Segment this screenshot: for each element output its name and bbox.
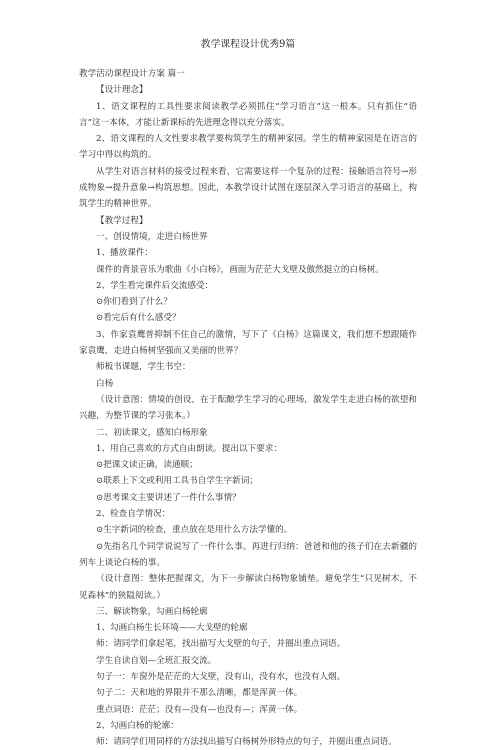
paragraph: 一、创设情境，走进白杨世界 <box>96 231 208 242</box>
paragraph: ⊙看完后有什么感受？ <box>96 313 181 324</box>
paragraph: 句子二：天和地的界限并不那么清晰，都是浑黄一体。 <box>96 688 303 699</box>
paragraph: 【设计理念】 <box>96 85 148 96</box>
paragraph: 2、检查自学情况： <box>96 509 171 520</box>
paragraph: 3、作家袁鹰普抑制不住自己的激情，写下了《白杨》这篇课文，我们想不想跟随作家袁鹰，走进白杨树坚强而又美丽的世界？ <box>79 329 417 357</box>
paragraph: 句子一：车窗外是茫茫的大戈壁，没有山，没有水，也没有人烟。 <box>96 671 346 682</box>
paragraph: 课件的背景音乐为歌曲《小白杨》，画面为茫茫大戈壁及傲然挺立的白杨树。 <box>96 264 384 275</box>
paragraph: ⊙思考课文主要讲述了一件什么事情？ <box>96 492 241 503</box>
paragraph: （设计意图：情境的创设，在于酝酿学生学习的心理场，激发学生走进白杨的欲望和兴趣，为整节课的学习张本。） <box>79 394 417 422</box>
section-heading: 教学活动课程设计方案 篇一 <box>79 69 185 79</box>
paragraph: 1、语文课程的工具性要求阅读教学必须抓住“学习语言”这一根本。只有抓住“语言”这一本体，才能让新课标的先进理念得以充分落实。 <box>79 101 417 128</box>
paragraph: 1、用自己喜欢的方式自由朗读。提出以下要求： <box>96 443 282 454</box>
paragraph: 重点词语：茫茫；没有—没有—也没有—；浑黄一体。 <box>96 704 303 715</box>
paragraph: 2、勾画白杨的轮廓： <box>96 720 179 731</box>
paragraph: 2、学生看完课件后交流感受： <box>96 280 214 291</box>
paragraph: 【教学过程】 <box>96 215 148 226</box>
paragraph: ⊙联系上下文或利用工具书自学生字新词； <box>96 476 258 487</box>
paragraph: 学生自读自划—全班汇报交流。 <box>96 655 217 666</box>
paragraph: ⊙生字新词的检查，重点放在是用什么方法学懂的。 <box>96 525 293 536</box>
paragraph: 白杨 <box>96 378 114 389</box>
document-body <box>79 66 417 750</box>
paragraph: （设计意图：整体把握课文，为下一步解读白杨物象铺垫。避免学生“只见树木，不见森林”的狭隘阅读。） <box>79 574 417 601</box>
paragraph: 1、勾画白杨生长环境——大戈壁的轮廓 <box>96 623 248 634</box>
paragraph: 二、初读课文，感知白杨形象 <box>96 427 208 438</box>
paragraph: ⊙把课文读正确，读通顺； <box>96 460 198 471</box>
paragraph: 师：请同学们拿起笔，找出描写大戈壁的句子，并圈出重点词语。 <box>96 639 346 650</box>
paragraph: 三、解读物象，勾画白杨轮廓 <box>96 606 208 617</box>
paragraph: 从学生对语言材料的接受过程来看，它需要这样一个复杂的过程：接触语言符号→形成物象→提升意象→构筑思想。因此，本教学设计试图在逐层深入学习语言的基础上，构筑学生的精神世界。 <box>79 166 417 210</box>
paragraph: 师板书课题，学生书空： <box>96 362 191 373</box>
paragraph: 1、播放课件： <box>96 248 154 259</box>
paragraph: ⊙先指名几个同学说说写了一件什么事。再进行归纳：爸爸和他的孩子们在去新疆的列车上谈论白杨的事。 <box>79 541 417 568</box>
paragraph: ⊙你们看到了什么？ <box>96 297 172 308</box>
paragraph: 师：请同学们用同样的方法找出描写白杨树外形特点的句子，并圈出重点词语。 <box>96 737 397 748</box>
document-title: 教学课程设计优秀9篇 <box>200 39 296 50</box>
paragraph: 2、语文课程的人文性要求教学要构筑学生的精神家园。学生的精神家园是在语言的学习中得以构筑的。 <box>79 134 417 161</box>
